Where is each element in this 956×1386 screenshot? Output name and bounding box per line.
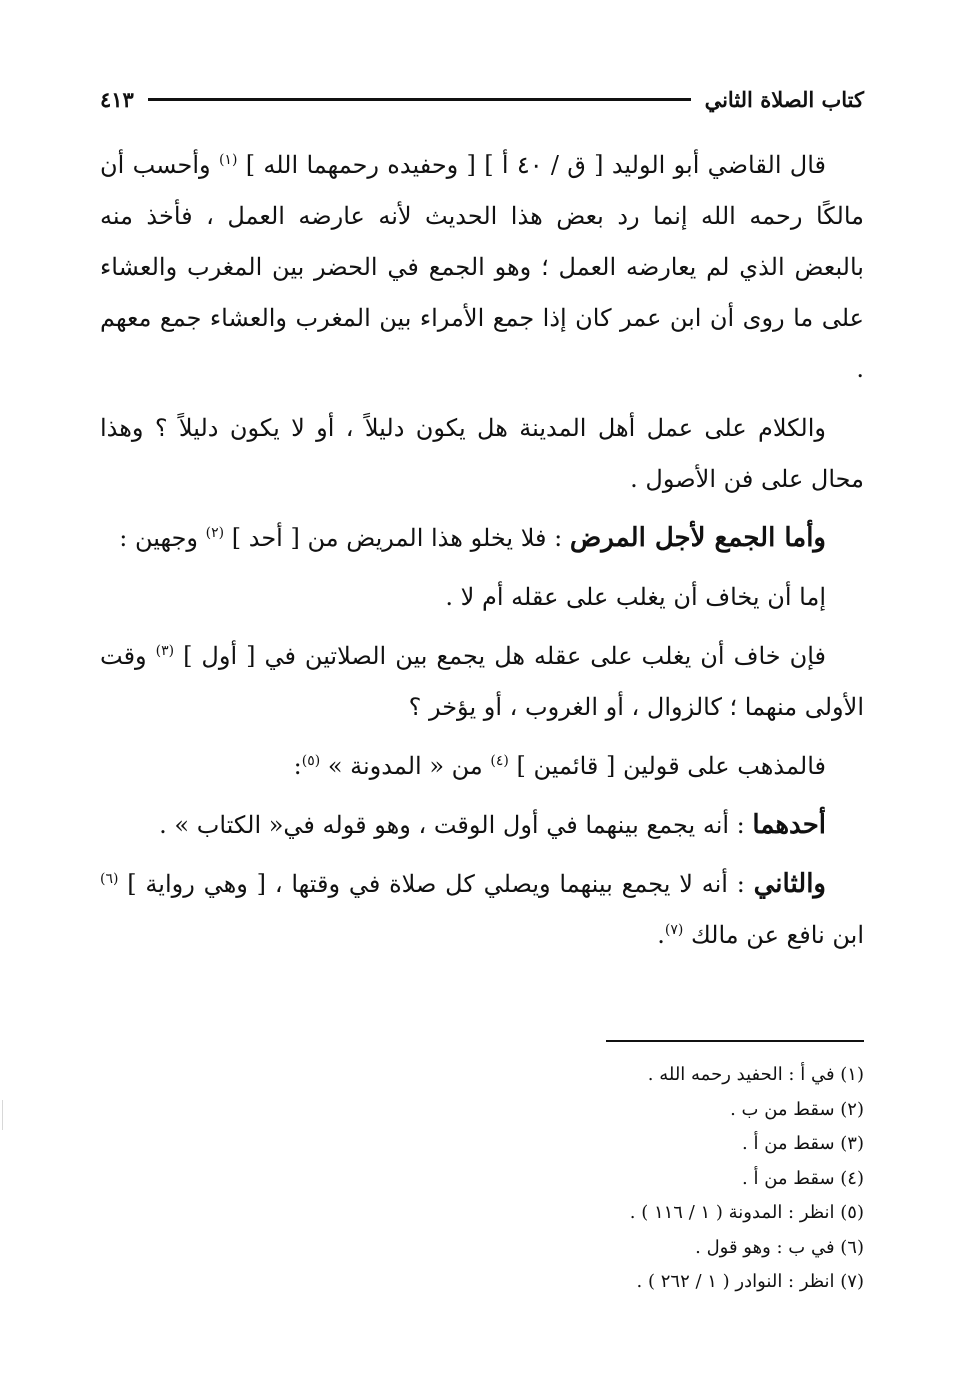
paragraph-text: والكلام على عمل أهل المدينة هل يكون دليلاً ، أو لا يكون دليلاً ؟ وهذا محال على فن الأصول . bbox=[100, 414, 864, 493]
footnote-item: (٤) سقط من أ . bbox=[742, 1167, 864, 1189]
paragraph-text: إما أن يخاف أن يغلب على عقله أم لا . bbox=[445, 583, 826, 611]
paragraph-text: فإن خاف أن يغلب على عقله هل يجمع بين الصلاتين في [ أول ] bbox=[174, 642, 826, 670]
paragraph bbox=[100, 741, 864, 792]
main-text bbox=[100, 140, 864, 969]
paragraph-text: : bbox=[293, 752, 302, 780]
scan-margin-mark bbox=[2, 1100, 3, 1130]
footnote-ref[interactable]: (١) bbox=[218, 152, 238, 168]
paragraph bbox=[100, 859, 864, 961]
paragraph bbox=[100, 631, 864, 733]
paragraph bbox=[100, 513, 864, 564]
paragraph bbox=[100, 572, 864, 623]
footnote-item: (٧) انظر : النوادر ( ١ / ٢٦٢ ) . bbox=[636, 1271, 864, 1292]
paragraph-text: : فلا يخلو هذا المريض من [ أحد ] bbox=[224, 524, 570, 552]
footnote-ref[interactable]: (٤) bbox=[490, 753, 509, 769]
paragraph-text: وأحسب أن مالكًا رحمه الله إنما رد بعض هذا الحديث لأنه عارضه العمل ، فأخذ منه بالبعض الذي لم يعارضه العمل ؛ وهو الجمع في الحضر بين المغرب والعشاء على ما روى أن ابن عمر كان إذا جمع الأمراء بين المغرب والعشاء جمع معهم . bbox=[100, 151, 864, 383]
footnote-item: (١) في أ : الحفيد رحمه الله . bbox=[647, 1064, 864, 1085]
paragraph-text: قال القاضي أبو الوليد [ ق / ٤٠ أ ] [ وحفيده رحمهما الله ] bbox=[237, 151, 826, 179]
footnote-ref[interactable]: (٣) bbox=[155, 643, 175, 659]
footnote-separator bbox=[606, 1040, 864, 1042]
footnote-item: (٦) في ب : وهو قول . bbox=[695, 1236, 864, 1258]
paragraph bbox=[100, 800, 864, 851]
paragraph-text: من « المدونة » bbox=[320, 752, 491, 780]
footnote-ref[interactable]: (٦) bbox=[100, 871, 119, 887]
paragraph-lead: والثاني bbox=[753, 869, 826, 899]
paragraph-lead: أحدهما bbox=[752, 810, 826, 840]
paragraph-lead: وأما الجمع لأجل المرض bbox=[569, 523, 826, 553]
footnote-ref[interactable]: (٢) bbox=[205, 525, 225, 541]
footnote-item: (٣) سقط من أ . bbox=[742, 1133, 864, 1154]
page-number: ٤١٣ bbox=[100, 86, 134, 112]
header-rule bbox=[148, 98, 691, 101]
paragraph bbox=[100, 403, 864, 505]
footnote-item: (٥) انظر : المدونة ( ١ / ١١٦ ) . bbox=[629, 1202, 864, 1223]
paragraph-text: وجهين : bbox=[119, 524, 206, 552]
paragraph-text: ابن نافع عن مالك bbox=[683, 921, 864, 949]
paragraph-text: : أنه يجمع بينهما في أول الوقت ، وهو قوله في« الكتاب » . bbox=[159, 811, 753, 839]
paragraph-text: . bbox=[657, 921, 665, 949]
paragraph-text: : أنه لا يجمع بينهما ويصلي كل صلاة في وقتها ، [ وهي رواية ] bbox=[118, 870, 754, 898]
paragraph bbox=[100, 140, 864, 395]
footnote-ref[interactable]: (٧) bbox=[664, 922, 684, 938]
footnotes bbox=[100, 1058, 864, 1300]
paragraph-text: وقت الأولى منهما ؛ كالزوال ، أو الغروب ، أو يؤخر ؟ bbox=[100, 642, 864, 721]
running-header bbox=[100, 82, 864, 116]
footnote-item: (٢) سقط من ب . bbox=[730, 1098, 864, 1120]
paragraph-text: فالمذهب على قولين [ قائمين ] bbox=[508, 752, 826, 780]
running-title: كتاب الصلاة الثاني bbox=[704, 86, 864, 112]
footnote-ref[interactable]: (٥) bbox=[301, 753, 321, 769]
